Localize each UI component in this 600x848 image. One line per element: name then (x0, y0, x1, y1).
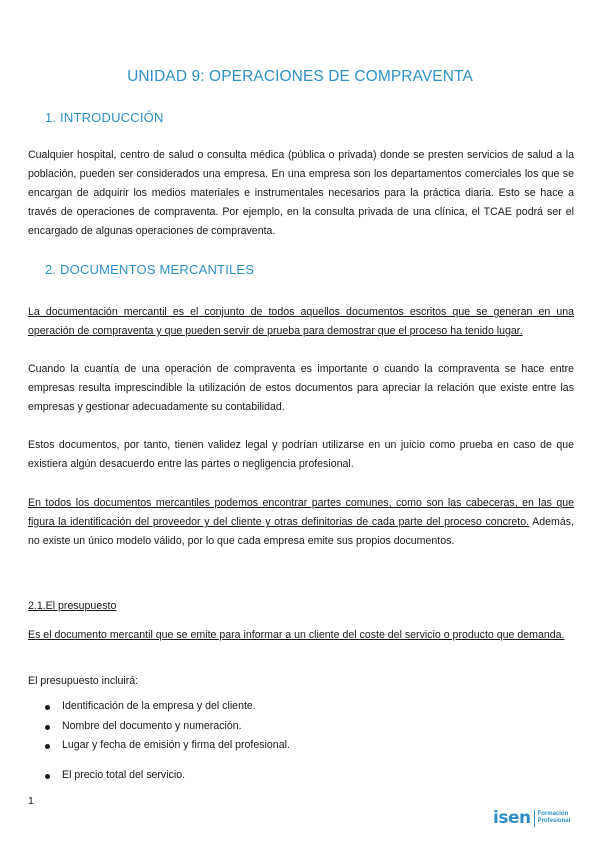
common-parts-underlined: En todos los documentos mercantiles podemos encontrar partes comunes, como son las cabeceras, en las que figura la identificación del proveedor y del cliente y otras definitorias de cada parte del proceso concreto. (28, 497, 574, 528)
list-item: El precio total del servicio. (44, 766, 185, 786)
importance-paragraph: Cuando la cuantía de una operación de compraventa es importante o cuando la compraventa se hace entre empresas resulta imprescindible la utilización de estos documentos para apreciar la relación que existe entre las empresas y gestionar adecuadamente su contabilidad. (28, 363, 574, 413)
document-title: UNIDAD 9: OPERACIONES DE COMPRAVENTA (127, 68, 473, 85)
list-item: Nombre del documento y numeración. (44, 717, 290, 737)
list-item: Identificación de la empresa y del cliente. (44, 697, 290, 717)
common-parts-rest: Además, no existe un único modelo válido, por lo que cada empresa emite sus propios documentos. (28, 516, 574, 547)
logo-subtitle (538, 811, 571, 825)
logo-subtitle-line-1: Formación (537, 811, 569, 817)
intro-paragraph: Cualquier hospital, centro de salud o consulta médica (pública o privada) donde se presten servicios de salud a la población, pueden ser considerados una empresa. En una empresa son los departamentos comerciales los que se encargan de adquirir los medios materiales e instrumentales necesarios para la práctica diaria. Esto se hace a través de operaciones de compraventa. Por ejemplo, en la consulta privada de una clínica, el TCAE podrá ser el encargado de algunas operaciones de compraventa. (28, 149, 574, 237)
section-heading-documentos-mercantiles: 2. DOCUMENTOS MERCANTILES (45, 262, 255, 277)
presupuesto-intro: El presupuesto incluirá: (28, 675, 139, 687)
section-heading-introduccion: 1. INTRODUCCIÓN (45, 110, 164, 125)
definition-paragraph: La documentación mercantil es el conjunto de todos aquellos documentos escritos que se generan en una operación de compraventa y que pueden servir de prueba para demostrar que el proceso ha tenido lugar. (28, 306, 574, 337)
logo-divider (534, 810, 535, 827)
list-item: Lugar y fecha de emisión y firma del profesional. (44, 736, 290, 756)
subsection-heading-presupuesto: 2.1.El presupuesto (28, 600, 117, 612)
page-number: 1 (28, 795, 34, 807)
logo-subtitle-line-2: Profesional (537, 818, 571, 824)
presupuesto-bullet-list-continued (44, 766, 185, 786)
common-parts-paragraph (28, 494, 574, 551)
presupuesto-definition: Es el documento mercantil que se emite para informar a un cliente del coste del servicio o producto que demanda. (28, 629, 565, 641)
presupuesto-bullet-list (44, 697, 290, 756)
isen-logo (493, 808, 570, 828)
validity-paragraph: Estos documentos, por tanto, tienen validez legal y podrían utilizarse en un juicio como prueba en caso de que existiera algún desacuerdo entre las partes o negligencia profesional. (28, 439, 574, 470)
logo-wordmark: isen (493, 808, 531, 828)
